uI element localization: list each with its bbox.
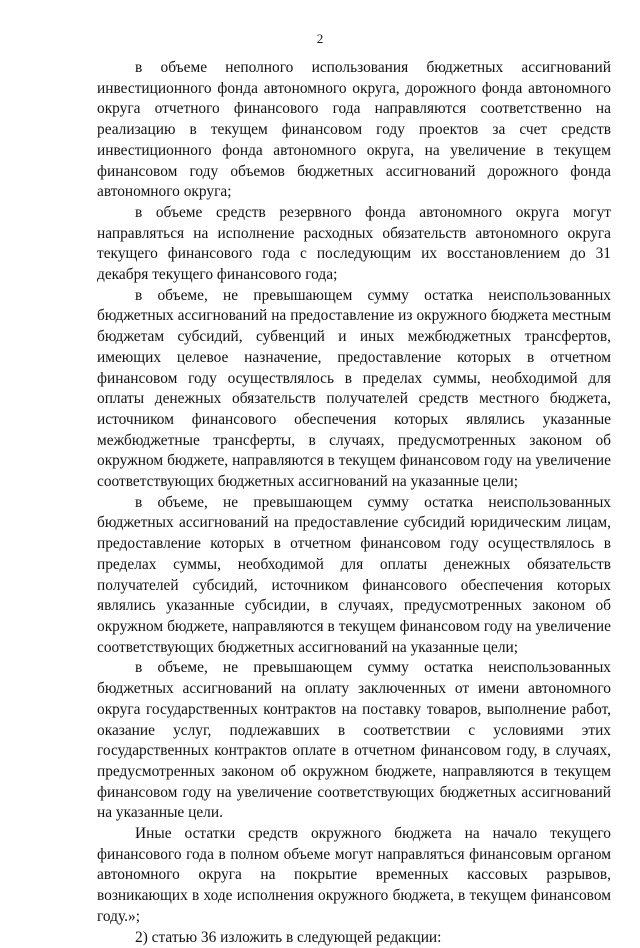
paragraph-other-balances: Иные остатки средств окружного бюджета на начало текущего финансового года в полном объеме могут направляться финансовым органом автономного округа на покрытие временных кассовых разрывов, возникающих в ходе исполнения окружного бюджета, в текущем финансовом году.»; (97, 825, 611, 925)
paragraph-investment-fund: в объеме неполного использования бюджетных ассигнований инвестиционного фонда автономного округа, дорожного фонда автономного округа отчетного финансового года направляются соответственно на реализацию в текущем финансовом году проектов за счет средств инвестиционного фонда автономного округа, на увеличение в текущем финансовом году объемов бюджетных ассигнований дорожного фонда автономного округа; (97, 59, 611, 201)
document-body (97, 58, 611, 948)
paragraph-state-contracts: в объеме, не превышающем сумму остатка неиспользованных бюджетных ассигнований на оплату заключенных от имени автономного округа государственных контрактов на поставку товаров, выполнение работ, оказание услуг, подлежавших в соответствии с условиями этих государственных контрактов оплате в отчетном финансовом году, в случаях, предусмотренных законом об окружном бюджете, направляются в текущем финансовом году на увеличение соответствующих бюджетных ассигнований на указанные цели. (97, 659, 611, 822)
paragraph-reserve-fund: в объеме средств резервного фонда автономного округа могут направляться на исполнение расходных обязательств автономного округа текущего финансового года с последующим их восстановлением до 31 декабря текущего финансового года; (97, 203, 611, 284)
paragraph-article-36: 2) статью 36 изложить в следующей редакции: (135, 928, 442, 946)
paragraph-interbudget-transfers: в объеме, не превышающем сумму остатка неиспользованных бюджетных ассигнований на предоставление из окружного бюджета местным бюджетам субсидий, субвенций и иных межбюджетных трансфертов, имеющих целевое назначение, предоставление которых в отчетном финансовом году осуществлялось в пределах суммы, необходимой для оплаты денежных обязательств получателей средств местного бюджета, источником финансового обеспечения которых являлись указанные межбюджетные трансферты, в случаях, предусмотренных законом об окружном бюджете, направляются в текущем финансовом году на увеличение соответствующих бюджетных ассигнований на указанные цели; (97, 286, 611, 491)
paragraph-legal-entity-subsidies: в объеме, не превышающем сумму остатка неиспользованных бюджетных ассигнований на предоставление субсидий юридическим лицам, предоставление которых в отчетном финансовом году осуществлялось в пределах суммы, необходимой для оплаты денежных обязательств получателей субсидий, источником финансового обеспечения которых являлись указанные субсидии, в случаях, предусмотренных законом об окружном бюджете, направляются в текущем финансовом году на увеличение соответствующих бюджетных ассигнований на указанные цели; (97, 493, 611, 656)
page-number: 2 (316, 31, 324, 46)
